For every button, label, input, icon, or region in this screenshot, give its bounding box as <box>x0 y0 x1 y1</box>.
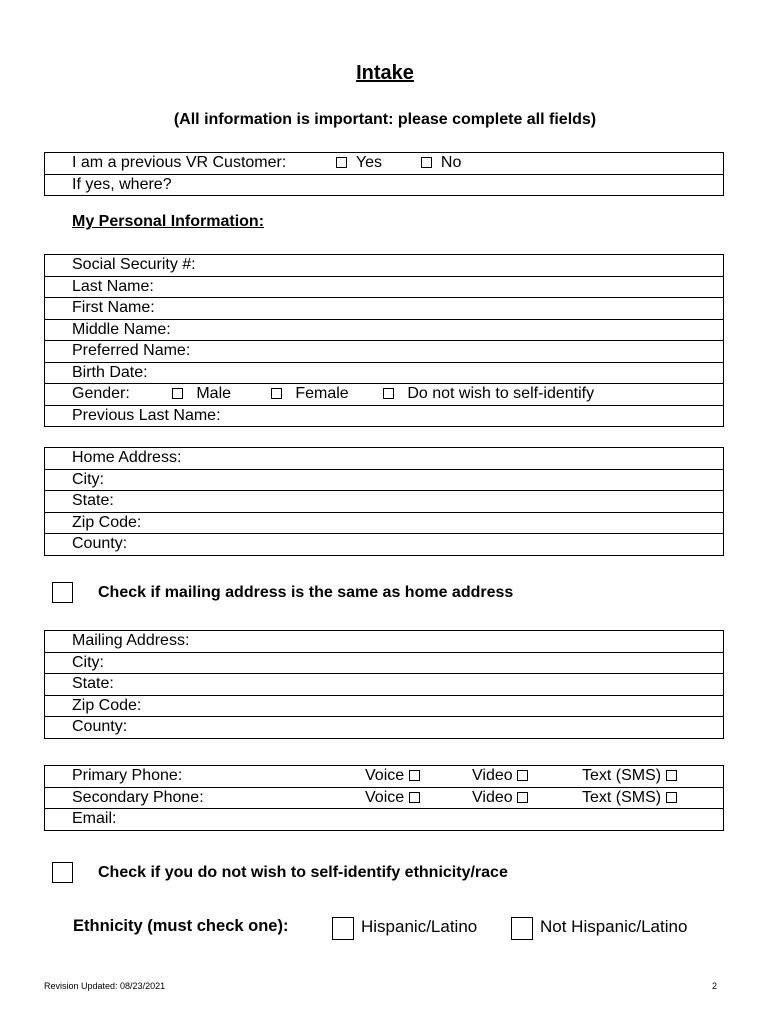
mailing-state-field[interactable] <box>44 674 724 696</box>
previous-last-name-label: Previous Last Name: <box>72 406 221 424</box>
first-name-field[interactable] <box>44 298 724 320</box>
last-name-label: Last Name: <box>72 277 154 295</box>
secondary-video-option[interactable] <box>472 788 528 808</box>
page-title: Intake <box>356 62 414 84</box>
contact-table <box>44 765 724 831</box>
page-subtitle: (All information is important: please complete all fields) <box>173 111 597 128</box>
secondary-voice-option[interactable] <box>365 788 420 808</box>
home-address-table <box>44 447 724 556</box>
gender-row <box>44 384 724 406</box>
primary-video-option[interactable] <box>472 766 528 786</box>
home-state-field[interactable] <box>44 491 724 513</box>
home-zip-label: Zip Code: <box>72 513 142 531</box>
secondary-phone-row[interactable] <box>44 788 724 810</box>
primary-text-label: Text (SMS) <box>582 767 662 784</box>
home-address-field[interactable] <box>44 448 724 470</box>
home-city-field[interactable] <box>44 470 724 492</box>
primary-phone-row[interactable] <box>44 766 724 788</box>
personal-info-table <box>44 254 724 427</box>
home-city-label: City: <box>72 470 104 488</box>
email-field[interactable] <box>44 809 724 831</box>
page-number: 2 <box>712 981 718 991</box>
previous-customer-label: I am a previous VR Customer: <box>72 154 287 171</box>
female-checkbox[interactable] <box>271 388 282 399</box>
no-option[interactable] <box>421 153 461 173</box>
previous-customer-table <box>44 152 724 196</box>
primary-video-checkbox[interactable] <box>517 770 528 781</box>
if-yes-where-label: If yes, where? <box>72 175 172 193</box>
mailing-state-label: State: <box>72 675 114 692</box>
no-checkbox[interactable] <box>421 157 432 168</box>
preferred-name-field[interactable] <box>44 341 724 363</box>
middle-name-label: Middle Name: <box>72 320 171 338</box>
no-ethnicity-label: Check if you do not wish to self-identify ethnicity/race <box>98 864 508 881</box>
home-state-label: State: <box>72 492 114 509</box>
if-yes-where-field[interactable] <box>44 175 724 197</box>
last-name-field[interactable] <box>44 277 724 299</box>
mailing-address-label: Mailing Address: <box>72 632 190 649</box>
hispanic-label: Hispanic/Latino <box>361 917 478 936</box>
secondary-text-label: Text (SMS) <box>582 788 662 806</box>
male-label: Male <box>196 385 232 402</box>
previous-last-name-field[interactable] <box>44 406 724 428</box>
same-address-label: Check if mailing address is the same as home address <box>98 584 514 601</box>
male-option[interactable] <box>172 384 231 404</box>
previous-customer-row <box>44 153 724 175</box>
no-label: No <box>440 154 462 171</box>
primary-voice-label: Voice <box>365 767 405 784</box>
secondary-text-option[interactable] <box>582 788 677 808</box>
email-label: Email: <box>72 810 117 827</box>
not-hispanic-checkbox[interactable] <box>511 917 533 940</box>
no-ethnicity-checkbox[interactable] <box>52 862 73 883</box>
yes-option[interactable] <box>336 153 382 173</box>
home-zip-field[interactable] <box>44 513 724 535</box>
mailing-zip-label: Zip Code: <box>72 696 142 714</box>
middle-name-field[interactable] <box>44 320 724 342</box>
gender-label: Gender: <box>72 385 130 402</box>
secondary-text-checkbox[interactable] <box>666 792 677 803</box>
secondary-voice-checkbox[interactable] <box>409 792 420 803</box>
yes-checkbox[interactable] <box>336 157 347 168</box>
birth-date-label: Birth Date: <box>72 363 148 381</box>
yes-label: Yes <box>355 154 382 171</box>
male-checkbox[interactable] <box>172 388 183 399</box>
female-option[interactable] <box>271 384 349 404</box>
mailing-address-field[interactable] <box>44 631 724 653</box>
same-address-checkbox[interactable] <box>52 582 73 603</box>
ssn-field[interactable] <box>44 255 724 277</box>
secondary-video-checkbox[interactable] <box>517 792 528 803</box>
home-county-label: County: <box>72 535 128 552</box>
no-self-identify-option[interactable] <box>383 384 594 404</box>
mailing-city-label: City: <box>72 653 104 671</box>
primary-video-label: Video <box>472 767 513 784</box>
birth-date-field[interactable] <box>44 363 724 385</box>
primary-phone-label: Primary Phone: <box>72 767 183 784</box>
secondary-voice-label: Voice <box>365 788 405 806</box>
mailing-zip-field[interactable] <box>44 696 724 718</box>
secondary-phone-label: Secondary Phone: <box>72 788 204 806</box>
female-label: Female <box>295 385 349 402</box>
mailing-county-label: County: <box>72 718 128 735</box>
mailing-address-table <box>44 630 724 739</box>
mailing-city-field[interactable] <box>44 653 724 675</box>
home-county-field[interactable] <box>44 534 724 556</box>
mailing-county-field[interactable] <box>44 717 724 739</box>
no-self-identify-checkbox[interactable] <box>383 388 394 399</box>
preferred-name-label: Preferred Name: <box>72 342 191 359</box>
primary-text-option[interactable] <box>582 766 677 786</box>
not-hispanic-label: Not Hispanic/Latino <box>540 917 688 936</box>
primary-voice-option[interactable] <box>365 766 420 786</box>
personal-info-heading: My Personal Information: <box>72 213 265 230</box>
revision-date: Revision Updated: 08/23/2021 <box>44 981 166 991</box>
ssn-label: Social Security #: <box>72 256 196 273</box>
hispanic-checkbox[interactable] <box>332 917 354 940</box>
first-name-label: First Name: <box>72 299 155 316</box>
no-self-identify-label: Do not wish to self-identify <box>407 385 595 402</box>
home-address-label: Home Address: <box>72 449 182 466</box>
primary-text-checkbox[interactable] <box>666 770 677 781</box>
primary-voice-checkbox[interactable] <box>409 770 420 781</box>
ethnicity-label: Ethnicity (must check one): <box>73 917 289 935</box>
secondary-video-label: Video <box>472 788 513 806</box>
